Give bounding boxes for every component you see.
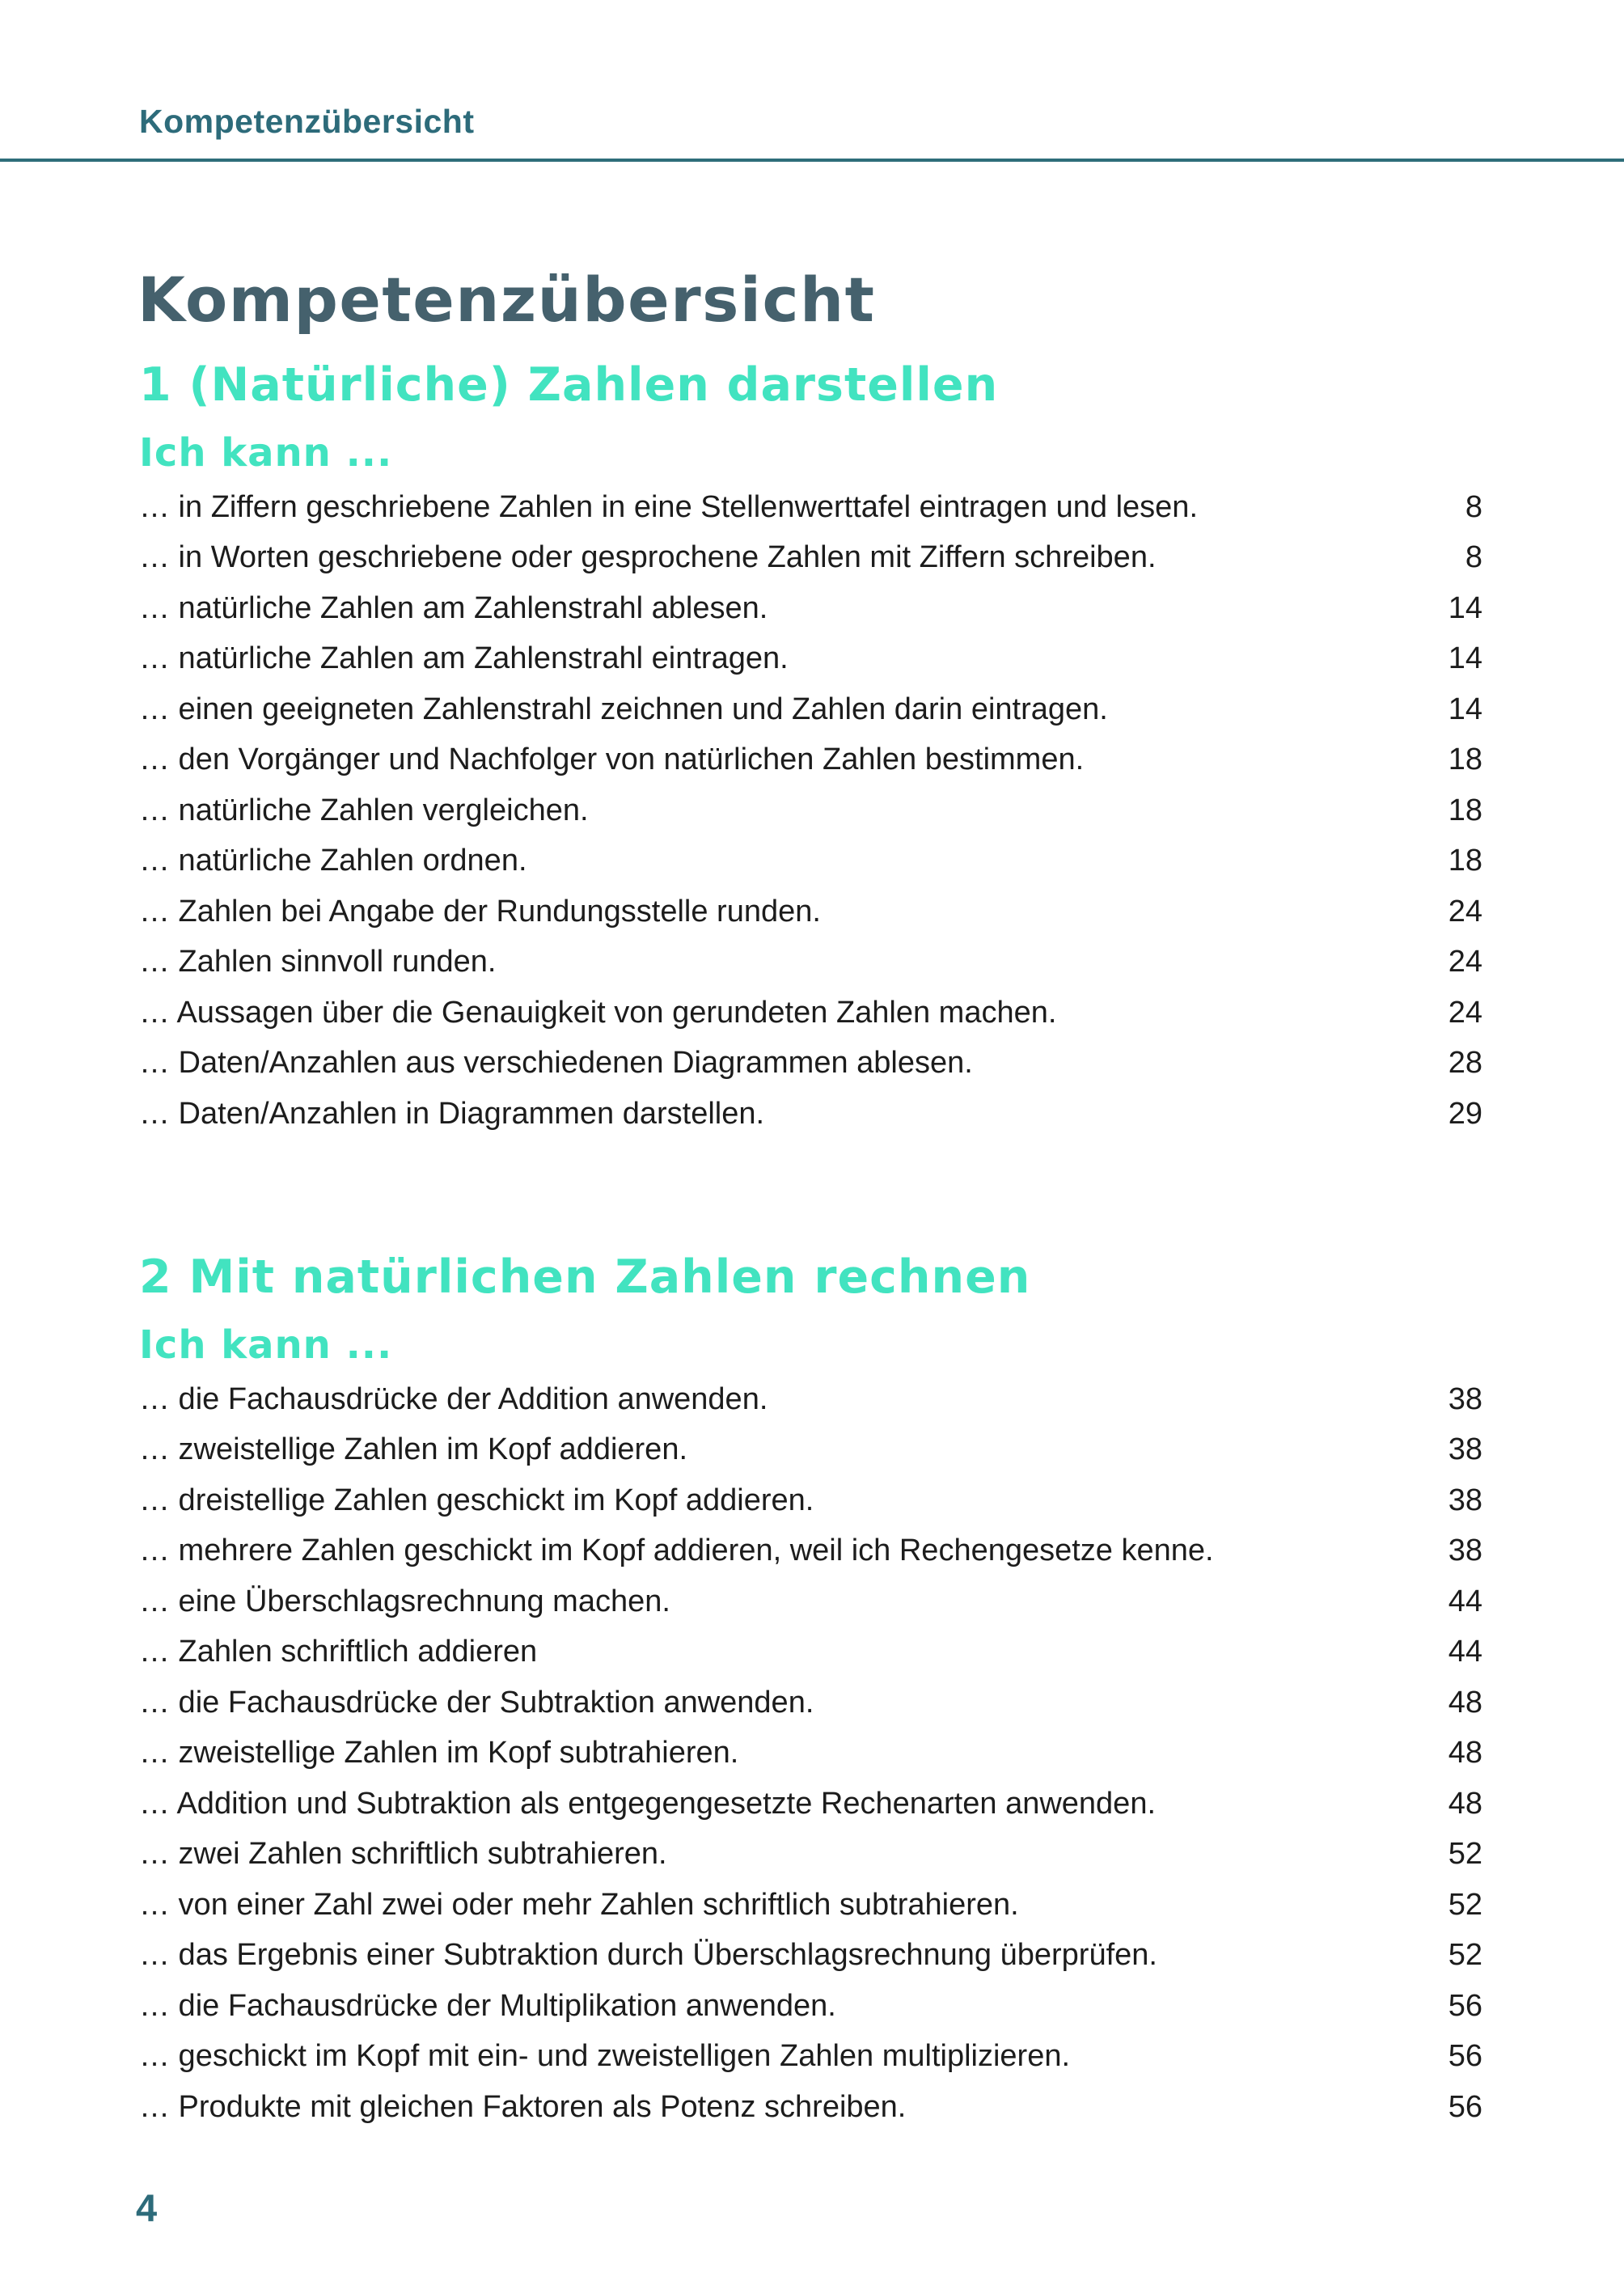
toc-list — [139, 1374, 1482, 2133]
toc-item-text: … den Vorgänger und Nachfolger von natürlichen Zahlen bestimmen. — [139, 742, 1085, 777]
toc-item-text: … Addition und Subtraktion als entgegengesetzte Rechenarten anwenden. — [139, 1786, 1157, 1821]
toc-row — [139, 1425, 1482, 1476]
toc-item-page: 38 — [1448, 1483, 1482, 1517]
header-rule — [0, 159, 1624, 162]
toc-row — [139, 2082, 1482, 2133]
toc-item-page: 38 — [1448, 1432, 1482, 1467]
toc-row — [139, 1374, 1482, 1425]
running-header: Kompetenzübersicht — [139, 103, 475, 140]
section-intro: Ich kann ... — [139, 1322, 393, 1368]
toc-row — [139, 937, 1482, 988]
toc-item-page: 48 — [1448, 1736, 1482, 1771]
toc-item-page: 48 — [1448, 1685, 1482, 1720]
toc-item-page: 44 — [1448, 1635, 1482, 1669]
toc-item-page: 56 — [1448, 2089, 1482, 2124]
toc-item-text: … das Ergebnis einer Subtraktion durch Überschlagsrechnung überprüfen. — [139, 1938, 1157, 1973]
toc-row — [139, 1089, 1482, 1140]
toc-item-text: … in Ziffern geschriebene Zahlen in eine Stellenwerttafel eintragen und lesen. — [139, 489, 1198, 524]
toc-row — [139, 785, 1482, 836]
toc-item-text: … Zahlen schriftlich addieren — [139, 1635, 538, 1669]
toc-item-page: 24 — [1448, 945, 1482, 979]
toc-row — [139, 886, 1482, 937]
toc-item-page: 28 — [1448, 1046, 1482, 1081]
toc-item-text: … geschickt im Kopf mit ein- und zweistelligen Zahlen multiplizieren. — [139, 2039, 1071, 2074]
toc-row — [139, 1677, 1482, 1728]
section-heading: 1 (Natürliche) Zahlen darstellen — [139, 358, 999, 412]
toc-row — [139, 1880, 1482, 1931]
toc-item-text: … natürliche Zahlen vergleichen. — [139, 793, 589, 827]
toc-item-text: … in Worten geschriebene oder gesprochene Zahlen mit Ziffern schreiben. — [139, 540, 1157, 575]
toc-item-text: … natürliche Zahlen am Zahlenstrahl ablesen. — [139, 590, 768, 625]
toc-item-page: 24 — [1448, 894, 1482, 929]
toc-item-text: … eine Überschlagsrechnung machen. — [139, 1584, 670, 1618]
toc-row — [139, 735, 1482, 786]
toc-row — [139, 684, 1482, 735]
toc-item-page: 38 — [1448, 1534, 1482, 1568]
section-intro: Ich kann ... — [139, 430, 393, 476]
toc-item-text: … die Fachausdrücke der Subtraktion anwenden. — [139, 1685, 814, 1720]
toc-row — [139, 988, 1482, 1039]
toc-row — [139, 1830, 1482, 1881]
toc-item-text: … Produkte mit gleichen Faktoren als Potenz schreiben. — [139, 2089, 907, 2124]
toc-item-text: … natürliche Zahlen am Zahlenstrahl eintragen. — [139, 641, 789, 676]
toc-item-page: 24 — [1448, 995, 1482, 1030]
toc-item-page: 52 — [1448, 1837, 1482, 1872]
toc-item-text: … zweistellige Zahlen im Kopf subtrahieren. — [139, 1736, 739, 1771]
toc-row — [139, 1576, 1482, 1627]
toc-item-page: 52 — [1448, 1938, 1482, 1973]
toc-item-page: 18 — [1448, 844, 1482, 878]
toc-row — [139, 1526, 1482, 1577]
toc-item-text: … dreistellige Zahlen geschickt im Kopf addieren. — [139, 1483, 814, 1517]
toc-row — [139, 482, 1482, 533]
toc-item-page: 29 — [1448, 1096, 1482, 1131]
toc-item-page: 14 — [1448, 590, 1482, 625]
toc-item-text: … zweistellige Zahlen im Kopf addieren. — [139, 1432, 688, 1467]
page-title: Kompetenzübersicht — [137, 263, 876, 336]
toc-row — [139, 1627, 1482, 1678]
section-zahlen-darstellen — [139, 358, 1482, 1140]
toc-row — [139, 1779, 1482, 1830]
toc-list — [139, 482, 1482, 1140]
toc-row — [139, 836, 1482, 887]
toc-item-text: … von einer Zahl zwei oder mehr Zahlen schriftlich subtrahieren. — [139, 1887, 1019, 1922]
toc-row — [139, 583, 1482, 634]
toc-item-page: 38 — [1448, 1381, 1482, 1416]
toc-item-page: 56 — [1448, 2039, 1482, 2074]
toc-row — [139, 1931, 1482, 1982]
toc-item-page: 48 — [1448, 1786, 1482, 1821]
section-zahlen-rechnen — [139, 1250, 1482, 2133]
toc-row — [139, 2032, 1482, 2083]
toc-item-page: 14 — [1448, 692, 1482, 726]
section-heading: 2 Mit natürlichen Zahlen rechnen — [139, 1250, 1031, 1304]
toc-item-page: 8 — [1465, 489, 1482, 524]
toc-item-page: 56 — [1448, 1988, 1482, 2023]
toc-item-page: 44 — [1448, 1584, 1482, 1618]
toc-item-text: … zwei Zahlen schriftlich subtrahieren. — [139, 1837, 667, 1872]
toc-row — [139, 533, 1482, 584]
toc-item-page: 14 — [1448, 641, 1482, 676]
toc-item-text: … die Fachausdrücke der Multiplikation anwenden. — [139, 1988, 836, 2023]
toc-item-page: 52 — [1448, 1887, 1482, 1922]
toc-row — [139, 634, 1482, 685]
toc-item-text: … Daten/Anzahlen aus verschiedenen Diagrammen ablesen. — [139, 1046, 973, 1081]
toc-item-text: … mehrere Zahlen geschickt im Kopf addieren, weil ich Rechengesetze kenne. — [139, 1534, 1214, 1568]
toc-item-text: … Zahlen sinnvoll runden. — [139, 945, 497, 979]
toc-item-text: … Daten/Anzahlen in Diagrammen darstellen. — [139, 1096, 765, 1131]
toc-item-text: … einen geeigneten Zahlenstrahl zeichnen und Zahlen darin eintragen. — [139, 692, 1108, 726]
toc-item-text: … Zahlen bei Angabe der Rundungsstelle runden. — [139, 894, 821, 929]
toc-item-text: … Aussagen über die Genauigkeit von gerundeten Zahlen machen. — [139, 995, 1057, 1030]
page-number-footer: 4 — [136, 2186, 158, 2229]
toc-item-page: 18 — [1448, 793, 1482, 827]
toc-row — [139, 1475, 1482, 1526]
toc-item-page: 18 — [1448, 742, 1482, 777]
toc-row — [139, 1039, 1482, 1089]
toc-row — [139, 1981, 1482, 2032]
toc-item-text: … die Fachausdrücke der Addition anwenden. — [139, 1381, 768, 1416]
toc-row — [139, 1728, 1482, 1779]
toc-item-page: 8 — [1465, 540, 1482, 575]
toc-item-text: … natürliche Zahlen ordnen. — [139, 844, 527, 878]
